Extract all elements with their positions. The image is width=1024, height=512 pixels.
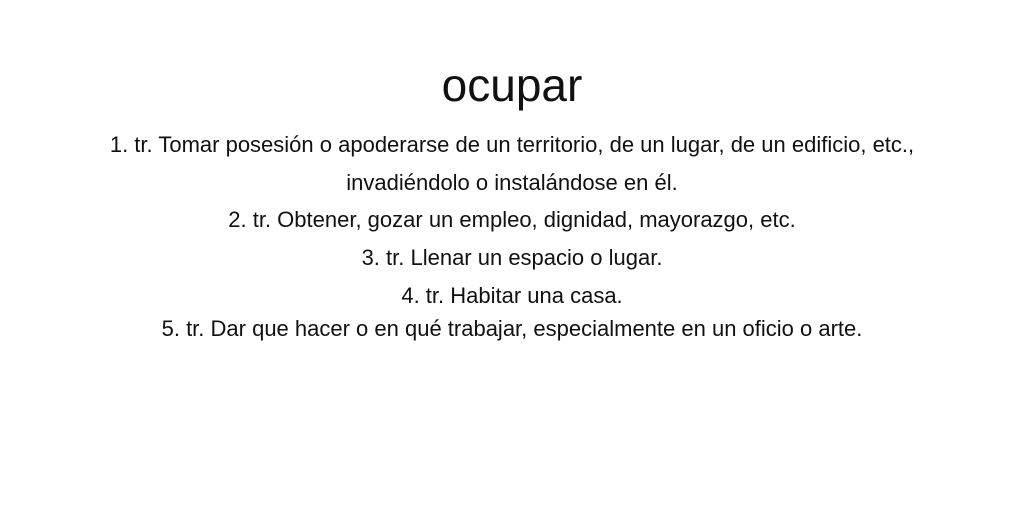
headword: ocupar: [441, 59, 583, 111]
definition-3: 3. tr. Llenar un espacio o lugar.: [361, 245, 663, 270]
definition-4: 4. tr. Habitar una casa.: [401, 283, 623, 308]
definition-2: 2. tr. Obtener, gozar un empleo, dignidad, mayorazgo, etc.: [228, 207, 796, 232]
definition-1: 1. tr. Tomar posesión o apoderarse de un territorio, de un lugar, de un edificio, etc., invadiéndolo o instalándose en él.: [109, 132, 915, 195]
definition-5: 5. tr. Dar que hacer o en qué trabajar, especialmente en un oficio o arte.: [161, 316, 863, 341]
